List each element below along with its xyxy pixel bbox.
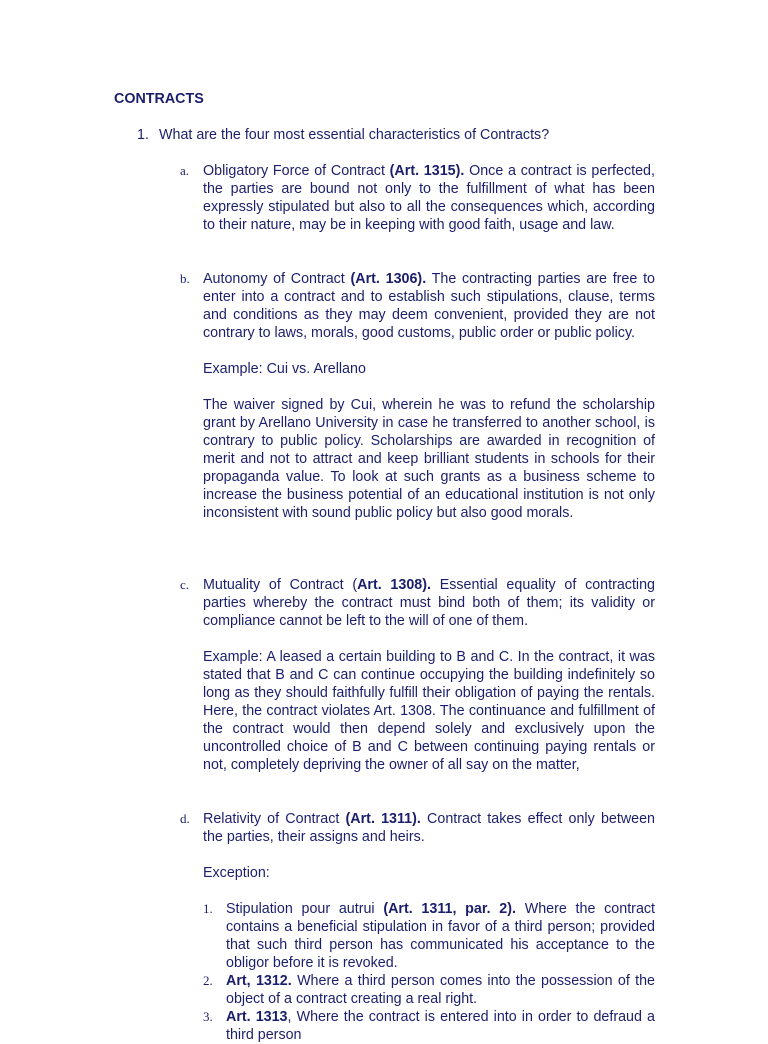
exception-text: , Where the contract is entered into in order to defraud a third person xyxy=(226,1009,655,1043)
article-ref: Art. 1308). xyxy=(357,577,431,593)
article-ref: (Art. 1311, par. 2). xyxy=(383,901,516,917)
article-ref: Art. 1313 xyxy=(226,1009,288,1025)
exception-marker: 1. xyxy=(203,901,213,916)
exception-item-3 xyxy=(203,1008,655,1044)
characteristic-b-text xyxy=(203,270,655,342)
item-title: Autonomy of Contract xyxy=(203,271,351,287)
characteristic-b xyxy=(180,270,655,522)
item-marker-b: b. xyxy=(180,271,190,286)
characteristic-c-text xyxy=(203,576,655,630)
item-marker-a: a. xyxy=(180,163,190,178)
article-ref: (Art. 1306). xyxy=(350,271,427,287)
exception-marker: 2. xyxy=(203,973,213,988)
example-label: Example: Cui vs. Arellano xyxy=(203,361,366,377)
characteristic-a xyxy=(180,162,655,234)
characteristic-c xyxy=(180,576,655,774)
exception-title: Stipulation pour autrui xyxy=(226,901,384,917)
exception-text: Where a third person comes into the possession of the object of a contract creating a real right. xyxy=(226,973,655,1007)
item-description: The contracting parties are free to enter into a contract and to establish such stipulations, clause, terms and conditions as they may deem convenient, provided they are not contrary to laws, morals, good customs, public order or public policy. xyxy=(203,271,655,341)
item-description: Contract takes effect only between the parties, their assigns and heirs. xyxy=(203,811,655,845)
example-text: The waiver signed by Cui, wherein he was to refund the scholarship grant by Arellano University in case he transferred to another school, is contrary to public policy. Scholarships are awarded in recognition of merit and not to attract and keep brilliant students in schools for their propaganda value. To look at such grants as a business scheme to increase the business potential of an educational institution is not only inconsistent with sound public policy but also good morals. xyxy=(203,397,655,521)
question-1 xyxy=(137,126,677,144)
document-heading: CONTRACTS xyxy=(114,91,204,107)
item-description: Once a contract is perfected, the parties are bound not only to the fulfillment of what has been expressly stipulated but also to all the consequences which, according to their nature, may be in keeping with good faith, usage and law. xyxy=(203,163,655,233)
article-ref: Art, 1312. xyxy=(226,973,292,989)
exception-item-1 xyxy=(203,900,655,972)
characteristic-a-text xyxy=(203,162,655,234)
article-ref: (Art. 1311). xyxy=(345,811,421,827)
item-title: Mutuality of Contract ( xyxy=(203,577,358,593)
item-description: Essential equality of contracting parties whereby the contract must bind both of them; its validity or compliance cannot be left to the will of one of them. xyxy=(203,577,656,629)
item-marker-c: c. xyxy=(180,577,190,592)
exception-text: Where the contract contains a beneficial stipulation in favor of a third person; provided that such third person has communicated his acceptance to the obligor before it is revoked. xyxy=(226,901,656,971)
item-marker-d: d. xyxy=(180,811,190,826)
exception-list xyxy=(203,900,655,1044)
example-text: Example: A leased a certain building to B and C. In the contract, it was stated that B and C can continue occupying the building indefinitely so long as they should faithfully fulfill their obligation of paying the rentals. Here, the contract violates Art. 1308. The continuance and fulfillment of the contract would then depend solely and exclusively upon the uncontrolled choice of B and C between continuing paying rentals or not, completely depriving the owner of all say on the matter, xyxy=(203,649,655,773)
exception-marker: 3. xyxy=(203,1009,213,1024)
characteristic-d-text xyxy=(203,810,655,846)
question-number: 1. xyxy=(137,127,149,143)
exception-item-2 xyxy=(203,972,655,1008)
characteristic-d xyxy=(180,810,655,1044)
article-ref: (Art. 1315). xyxy=(389,163,465,179)
question-text: What are the four most essential characteristics of Contracts? xyxy=(159,127,550,143)
exception-label: Exception: xyxy=(203,865,270,881)
item-title: Relativity of Contract xyxy=(203,811,346,827)
item-title: Obligatory Force of Contract xyxy=(203,163,390,179)
